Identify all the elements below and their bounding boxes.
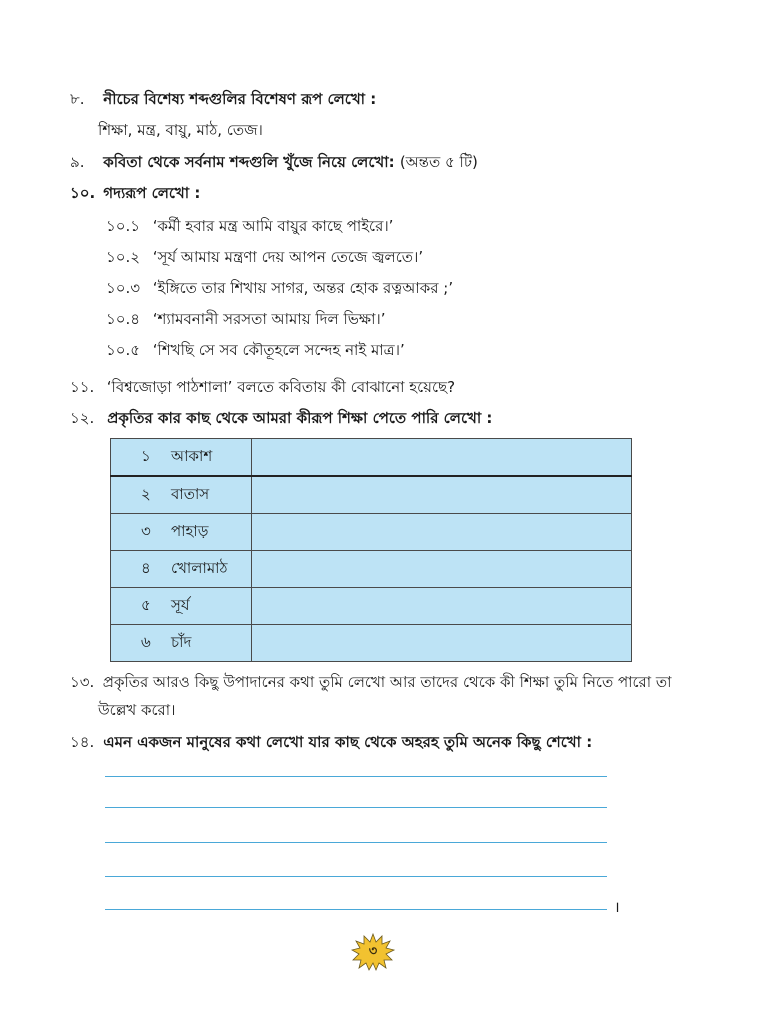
row-item: খোলামাঠ [171,558,228,577]
answer-cell[interactable] [252,551,632,588]
answer-cell[interactable] [252,476,632,514]
writing-line[interactable] [105,842,607,843]
question-text-line-1: প্রকৃতির আরও কিছু উপাদানের কথা তুমি লেখো আর তাদের থেকে কী শিক্ষা তুমি নিতে পারো তা [102,673,672,691]
table-row [111,588,632,625]
row-number: ৫ [141,595,151,614]
question-number: ৯. [70,153,85,171]
question-8-words: শিক্ষা, মন্ত্র, বায়ু, মাঠ, তেজ। [98,121,263,139]
row-item: আকাশ [171,446,213,465]
row-number: ১ [141,446,151,465]
page-number-badge [351,932,395,972]
table-row [111,625,632,662]
sub-item-number: ১০.৩ [106,279,141,297]
row-number: ৪ [141,558,151,577]
table-row [111,514,632,551]
item-cell [111,439,252,477]
sub-item-text: ‘সূর্য আমায় মন্ত্রণা দেয় আপন তেজে জ্বলতে।’ [152,248,424,266]
writing-line[interactable] [105,776,607,777]
nature-lessons-table [110,438,632,662]
question-number: ১৪. [70,733,95,751]
answer-cell[interactable] [252,514,632,551]
question-11 [70,376,455,398]
question-number: ১৩. [70,673,95,691]
row-item: সূর্য [171,595,190,614]
item-cell [111,514,252,551]
question-13 [70,671,672,693]
sub-item [106,308,386,330]
question-text: গদ্যরূপ লেখো : [103,184,201,202]
question-8 [70,88,376,110]
question-text: কবিতা থেকে সর্বনাম শব্দগুলি খুঁজে নিয়ে লেখো: [103,153,395,171]
sub-item [106,339,405,361]
sub-item-text: ‘শ্যামবনানী সরসতা আমায় দিল ভিক্ষা।’ [152,310,386,328]
question-text: এমন একজন মানুষের কথা লেখো যার কাছ থেকে অহরহ তুমি অনেক কিছু শেখো : [103,733,593,751]
sub-item-number: ১০.৪ [106,310,140,328]
row-item: বাতাস [171,484,210,503]
sub-item [106,215,393,237]
row-item: চাঁদ [171,632,192,651]
sub-item-number: ১০.১ [106,217,140,235]
sub-item [106,277,453,299]
answer-cell[interactable] [252,439,632,477]
question-number: ৮. [70,90,85,108]
question-number: ১২. [70,409,95,427]
question-number: ১১. [70,378,95,396]
question-text: প্রকৃতির কার কাছ থেকে আমরা কীরূপ শিক্ষা পেতে পারি লেখো : [107,409,493,427]
answer-cell[interactable] [252,588,632,625]
table-row [111,439,632,477]
end-mark: । [614,898,620,916]
question-12 [70,407,492,429]
sub-item-text: ‘কর্মী হবার মন্ত্র আমি বায়ুর কাছে পাইরে।’ [152,217,394,235]
item-cell [111,588,252,625]
row-number: ৩ [141,521,151,540]
sub-item-number: ১০.৫ [106,341,140,359]
answer-cell[interactable] [252,625,632,662]
writing-line[interactable] [105,876,607,877]
page-number: ৩ [368,944,378,959]
question-13-line-2: উল্লেখ করো। [98,701,176,719]
item-cell [111,625,252,662]
question-10 [70,182,200,204]
sub-item-text: ‘ইঙ্গিতে তার শিখায় সাগর, অন্তর হোক রত্নআকর ;’ [152,279,454,297]
sub-item [106,246,423,268]
question-text: নীচের বিশেষ্য শব্দগুলির বিশেষণ রূপ লেখো : [103,90,377,108]
question-9 [70,151,478,173]
item-cell [111,551,252,588]
row-number: ২ [141,484,151,503]
item-cell [111,476,252,514]
question-number: ১০. [70,184,96,202]
question-note: (অন্তত ৫ টি) [399,153,478,171]
writing-line[interactable] [105,909,607,910]
writing-line[interactable] [105,807,607,808]
sub-item-text: ‘শিখছি সে সব কৌতূহলে সন্দেহ নাই মাত্র।’ [152,341,405,359]
table-row [111,476,632,514]
question-14 [70,731,592,753]
table-row [111,551,632,588]
row-item: পাহাড় [171,521,209,540]
question-text: ‘বিশ্বজোড়া পাঠশালা’ বলতে কবিতায় কী বোঝানো হয়েছে? [106,378,456,396]
sub-item-number: ১০.২ [106,248,141,266]
row-number: ৬ [141,632,151,651]
